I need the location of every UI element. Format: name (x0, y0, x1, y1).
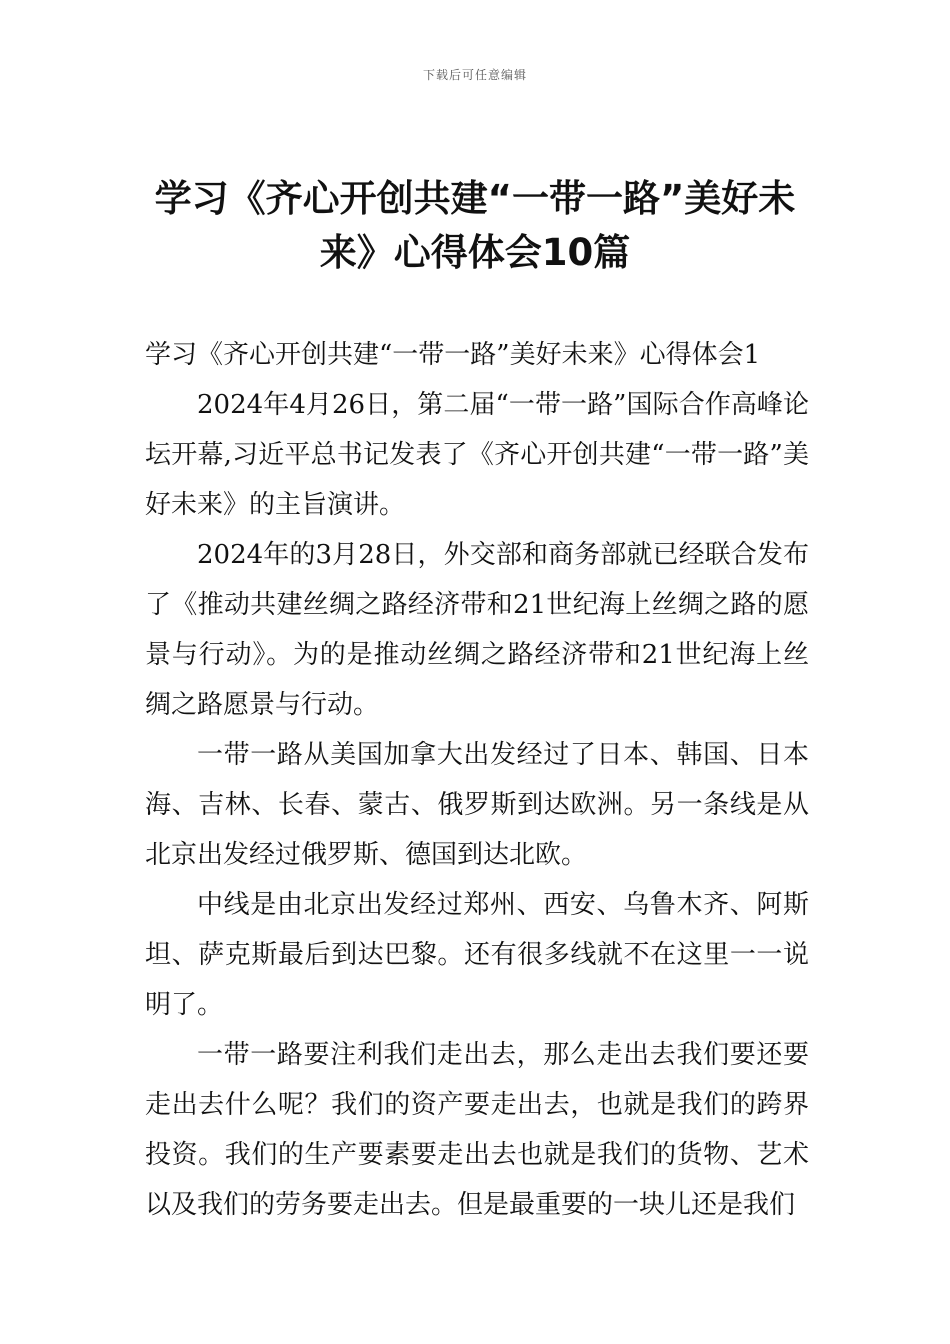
section-heading: 学习《齐心开创共建“一带一路”美好未来》心得体会1 (145, 340, 761, 370)
paragraph: 2024年4月26日，第二届“一带一路”国际合作高峰论坛开幕,习近平总书记发表了《齐心开创共建“一带一路”美好未来》的主旨演讲。 (145, 390, 809, 520)
paragraph: 中线是由北京出发经过郑州、西安、乌鲁木齐、阿斯坦、萨克斯最后到达巴黎。还有很多线就不在这里一一说明了。 (145, 890, 809, 1020)
document-title: 学习《齐心开创共建“一带一路”美好未来》心得体会10篇 (154, 177, 796, 274)
header-note: 下载后可任意编辑 (422, 68, 527, 82)
article-body (145, 330, 809, 1230)
paragraph: 一带一路要注利我们走出去，那么走出去我们要还要走出去什么呢？我们的资产要走出去，也就是我们的跨界投资。我们的生产要素要走出去也就是我们的货物、艺术以及我们的劳务要走出去。但是最重要的一块儿还是我们 (145, 1040, 809, 1220)
paragraph: 一带一路从美国加拿大出发经过了日本、韩国、日本海、吉林、长春、蒙古、俄罗斯到达欧洲。另一条线是从北京出发经过俄罗斯、德国到达北欧。 (145, 740, 809, 870)
paragraph: 2024年的3月28日，外交部和商务部就已经联合发布了《推动共建丝绸之路经济带和21世纪海上丝绸之路的愿景与行动》。为的是推动丝绸之路经济带和21世纪海上丝绸之路愿景与行动。 (145, 540, 809, 720)
